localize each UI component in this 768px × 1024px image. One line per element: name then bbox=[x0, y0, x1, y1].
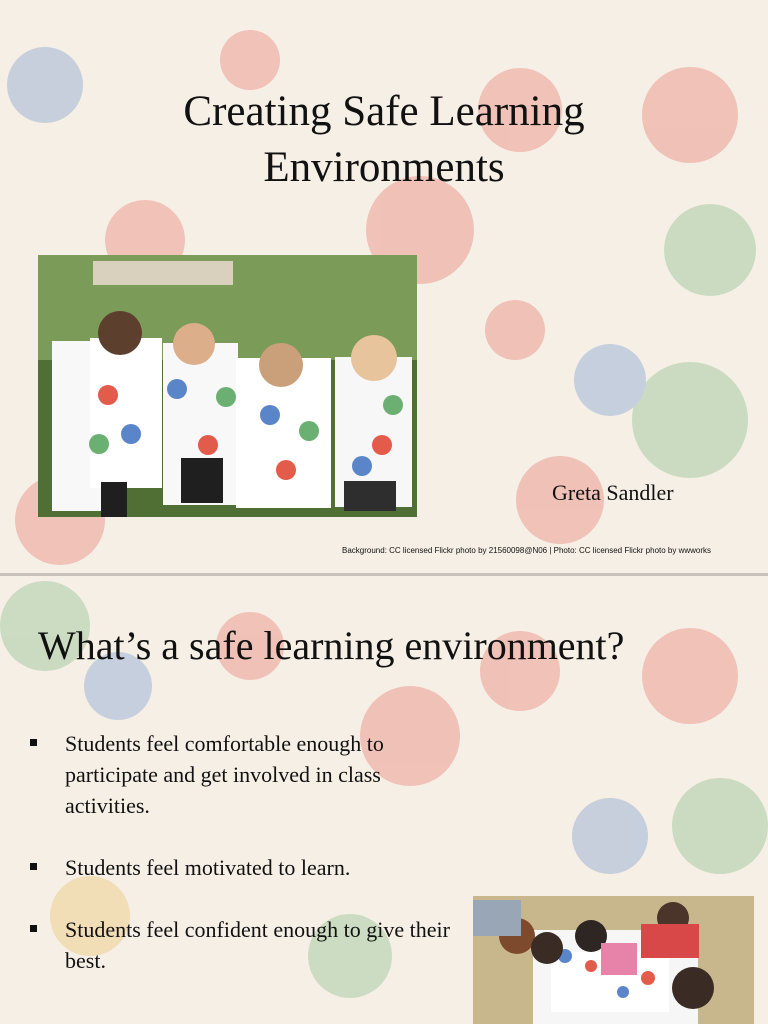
bullet-marker bbox=[30, 863, 37, 870]
painting-photo bbox=[473, 896, 754, 1024]
bullet-item bbox=[28, 728, 458, 821]
bullet-text: Students feel confident enough to give their best. bbox=[65, 917, 450, 973]
bullet-item bbox=[28, 914, 458, 976]
children-photo-image bbox=[38, 255, 417, 517]
bullet-text: Students feel motivated to learn. bbox=[65, 855, 351, 880]
photo-credit: Background: CC licensed Flickr photo by 21560098@N06 | Photo: CC licensed Flickr photo by wwworks bbox=[342, 546, 712, 555]
bullet-item bbox=[28, 852, 458, 883]
bullet-marker bbox=[30, 925, 37, 932]
slide-title bbox=[84, 84, 684, 196]
slide-title-2: What’s a safe learning environment? bbox=[38, 623, 625, 668]
title-line-1: Creating Safe Learning bbox=[183, 88, 585, 135]
painting-photo-image bbox=[473, 896, 754, 1024]
slide-2 bbox=[0, 576, 768, 1024]
bullet-text: Students feel comfortable enough to participate and get involved in class activities. bbox=[65, 731, 384, 818]
author-name: Greta Sandler bbox=[552, 480, 674, 505]
children-photo bbox=[38, 255, 417, 517]
bullet-marker bbox=[30, 739, 37, 746]
title-line-2: Environments bbox=[263, 144, 505, 191]
bullet-list bbox=[28, 728, 458, 1007]
